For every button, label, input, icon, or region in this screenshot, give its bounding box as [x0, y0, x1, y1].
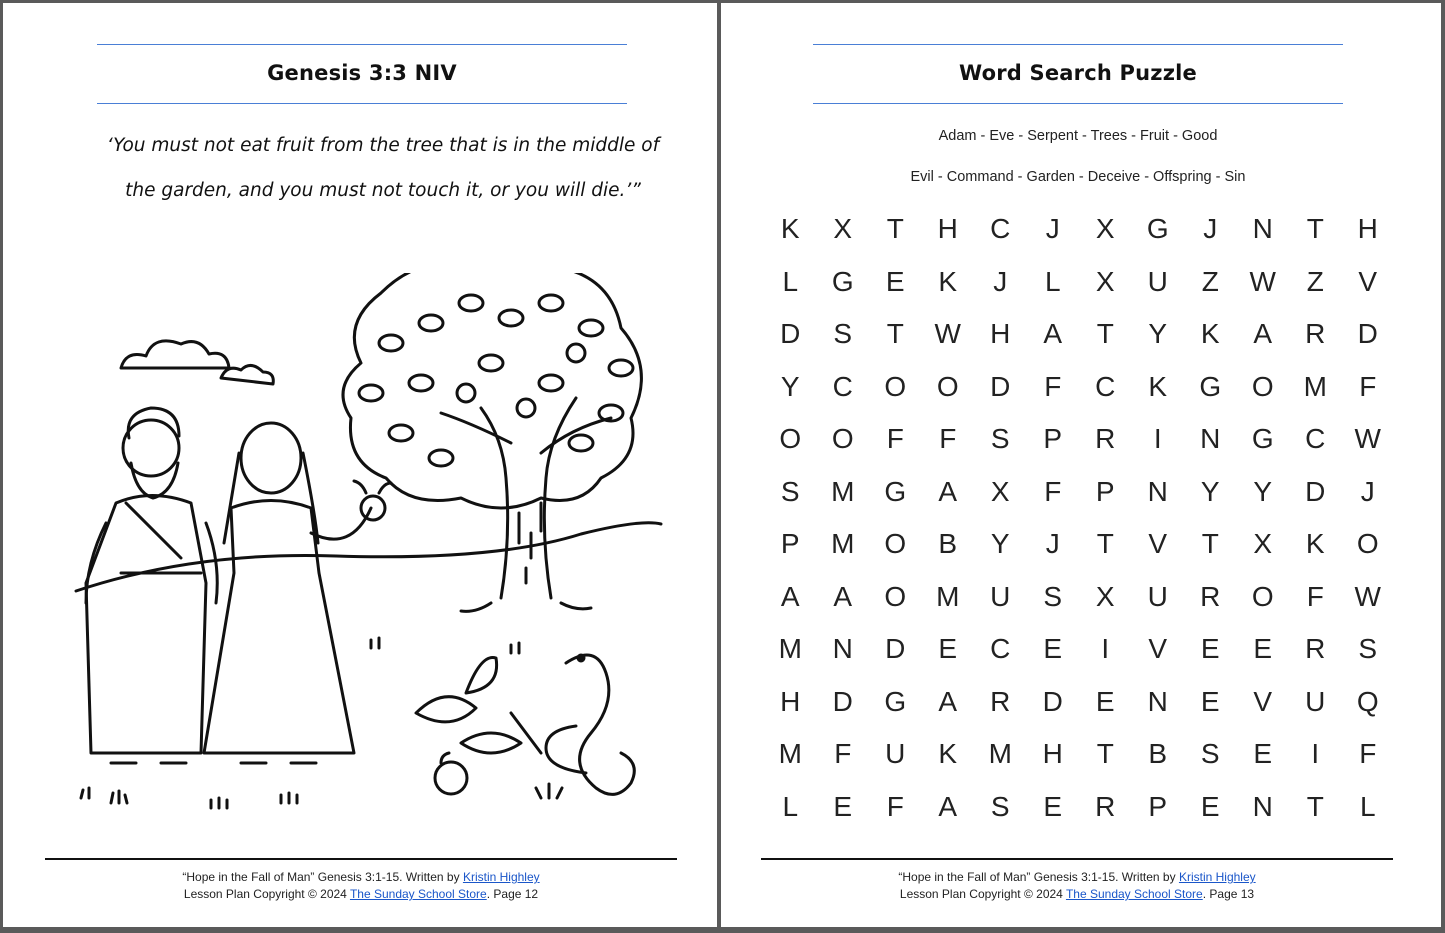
- word-list-line-2: Evil - Command - Garden - Deceive - Offspring - Sin: [910, 169, 1246, 185]
- grid-letter[interactable]: E: [885, 265, 905, 297]
- grid-letter[interactable]: N: [1200, 423, 1221, 454]
- grid-letter[interactable]: C: [1305, 423, 1326, 454]
- grid-letter[interactable]: O: [779, 423, 802, 454]
- grid-letter[interactable]: W: [1249, 265, 1276, 297]
- grid-letter[interactable]: Y: [1253, 475, 1273, 507]
- verse-line-2: the garden, and you must not touch it, or you will die.’”: [125, 180, 641, 201]
- grid-letter[interactable]: V: [1148, 633, 1168, 664]
- word-search-grid: [764, 203, 1424, 833]
- author-link[interactable]: Kristin Highley: [462, 870, 540, 884]
- grid-letter[interactable]: Z: [1201, 265, 1219, 297]
- word-list-line-1: Adam - Eve - Serpent - Trees - Fruit - Good: [938, 128, 1218, 144]
- grid-letter[interactable]: O: [1251, 580, 1274, 612]
- footer-credit-text: “Hope in the Fall of Man” Genesis 3:1-15. Written by: [898, 870, 1179, 884]
- grid-letter[interactable]: O: [1251, 370, 1274, 402]
- grid-letter[interactable]: Y: [990, 528, 1010, 559]
- grid-letter[interactable]: E: [1200, 685, 1220, 717]
- scripture-verse: [43, 123, 723, 213]
- grid-letter[interactable]: A: [833, 580, 853, 612]
- grid-letter[interactable]: F: [886, 423, 904, 454]
- grid-row: [764, 308, 1424, 361]
- title-top-rule: [97, 44, 627, 45]
- footer-copyright-text: Lesson Plan Copyright © 2024: [899, 887, 1066, 901]
- grid-row: [764, 518, 1424, 571]
- grid-letter[interactable]: D: [780, 318, 801, 349]
- grid-row: [764, 571, 1424, 624]
- grid-letter[interactable]: L: [782, 265, 799, 297]
- grid-letter[interactable]: W: [934, 318, 961, 349]
- grid-letter[interactable]: N: [1252, 213, 1273, 244]
- grid-letter[interactable]: F: [939, 423, 957, 454]
- grid-letter[interactable]: A: [938, 790, 958, 822]
- grid-letter[interactable]: P: [1095, 475, 1115, 507]
- grid-letter[interactable]: B: [1148, 738, 1168, 769]
- grid-letter[interactable]: M: [778, 633, 802, 664]
- right-page-title: Word Search Puzzle: [959, 61, 1197, 85]
- grid-letter[interactable]: H: [780, 685, 801, 717]
- grid-letter[interactable]: Z: [1306, 265, 1324, 297]
- grid-letter[interactable]: T: [1306, 213, 1324, 244]
- grid-letter[interactable]: Y: [780, 370, 800, 402]
- grid-letter[interactable]: X: [1253, 528, 1273, 559]
- grid-letter[interactable]: S: [990, 423, 1010, 454]
- grid-row: [764, 728, 1424, 781]
- grid-letter[interactable]: R: [1095, 423, 1116, 454]
- title-bottom-rule: [813, 103, 1343, 104]
- grid-letter[interactable]: U: [1147, 265, 1168, 297]
- grid-letter[interactable]: A: [1253, 318, 1273, 349]
- grid-letter[interactable]: Y: [1200, 475, 1220, 507]
- grid-letter[interactable]: J: [1045, 213, 1060, 244]
- grid-letter[interactable]: T: [1306, 790, 1324, 822]
- grid-letter[interactable]: N: [1252, 790, 1273, 822]
- grid-letter[interactable]: I: [1101, 633, 1110, 664]
- footer-rule: [761, 858, 1393, 860]
- grid-letter[interactable]: O: [936, 370, 959, 402]
- grid-letter[interactable]: I: [1153, 423, 1162, 454]
- grid-row: [764, 256, 1424, 309]
- grid-letter[interactable]: F: [1044, 475, 1062, 507]
- tree-icon: [343, 273, 641, 611]
- grid-row: [764, 413, 1424, 466]
- grid-letter[interactable]: D: [1357, 318, 1378, 349]
- grid-letter[interactable]: F: [1306, 580, 1324, 612]
- grid-letter[interactable]: B: [938, 528, 958, 559]
- grid-letter[interactable]: G: [884, 685, 907, 717]
- grid-letter[interactable]: D: [1305, 475, 1326, 507]
- grid-letter[interactable]: O: [884, 580, 907, 612]
- grid-letter[interactable]: E: [1043, 790, 1063, 822]
- grid-letter[interactable]: S: [990, 790, 1010, 822]
- right-footer: [761, 869, 1393, 903]
- grid-letter[interactable]: X: [1095, 580, 1115, 612]
- grid-letter[interactable]: M: [831, 475, 855, 507]
- apple-icon: [361, 496, 385, 520]
- page-number: . Page 12: [486, 887, 539, 901]
- grid-letter[interactable]: J: [1045, 528, 1060, 559]
- grid-letter[interactable]: K: [1305, 528, 1325, 559]
- grid-letter[interactable]: G: [1199, 370, 1222, 402]
- grid-row: [764, 466, 1424, 519]
- grid-letter[interactable]: E: [1200, 633, 1220, 664]
- grid-letter[interactable]: C: [1095, 370, 1116, 402]
- grid-letter[interactable]: M: [1303, 370, 1327, 402]
- grid-row: [764, 781, 1424, 834]
- grid-letter[interactable]: R: [1200, 580, 1221, 612]
- grid-letter[interactable]: E: [1253, 738, 1273, 769]
- grid-letter[interactable]: T: [886, 213, 904, 244]
- grid-letter[interactable]: P: [1043, 423, 1063, 454]
- grid-letter[interactable]: M: [778, 738, 802, 769]
- grid-letter[interactable]: X: [1095, 265, 1115, 297]
- fallen-apple-icon: [435, 762, 467, 794]
- grid-letter[interactable]: O: [884, 528, 907, 559]
- grid-letter[interactable]: N: [1147, 475, 1168, 507]
- grid-letter[interactable]: O: [884, 370, 907, 402]
- grid-letter[interactable]: A: [780, 580, 800, 612]
- grid-letter[interactable]: L: [1359, 790, 1376, 822]
- grid-letter[interactable]: G: [884, 475, 907, 507]
- grid-letter[interactable]: K: [938, 738, 958, 769]
- grid-letter[interactable]: R: [1305, 633, 1326, 664]
- grid-letter[interactable]: D: [832, 685, 853, 717]
- grid-letter[interactable]: R: [990, 685, 1011, 717]
- cloud-icon: [121, 341, 273, 384]
- grid-letter[interactable]: L: [782, 790, 799, 822]
- left-footer: [45, 869, 677, 903]
- grid-letter[interactable]: C: [832, 370, 853, 402]
- grid-letter[interactable]: S: [833, 318, 853, 349]
- grid-letter[interactable]: S: [1358, 633, 1378, 664]
- grid-letter[interactable]: O: [831, 423, 854, 454]
- grid-letter[interactable]: U: [990, 580, 1011, 612]
- footer-copyright-text: Lesson Plan Copyright © 2024: [183, 887, 350, 901]
- author-link[interactable]: Kristin Highley: [1178, 870, 1256, 884]
- grid-letter[interactable]: D: [990, 370, 1011, 402]
- grid-row: [764, 361, 1424, 414]
- grid-letter[interactable]: T: [1096, 318, 1114, 349]
- title-top-rule: [813, 44, 1343, 45]
- footer-rule: [45, 858, 677, 860]
- grid-letter[interactable]: F: [886, 790, 904, 822]
- grid-letter[interactable]: T: [886, 318, 904, 349]
- snake-icon: [546, 655, 634, 794]
- grid-letter[interactable]: Y: [1148, 318, 1168, 349]
- grid-letter[interactable]: N: [1147, 685, 1168, 717]
- grid-letter[interactable]: E: [1095, 685, 1115, 717]
- grid-letter[interactable]: W: [1354, 580, 1381, 612]
- left-page: [3, 3, 717, 927]
- grid-letter[interactable]: X: [1095, 213, 1115, 244]
- grid-letter[interactable]: S: [1200, 738, 1220, 769]
- grid-row: [764, 676, 1424, 729]
- grid-letter[interactable]: E: [1200, 790, 1220, 822]
- grid-letter[interactable]: D: [1042, 685, 1063, 717]
- grid-letter[interactable]: H: [990, 318, 1011, 349]
- hill-line: [76, 523, 661, 591]
- grid-letter[interactable]: M: [831, 528, 855, 559]
- grid-letter[interactable]: A: [1043, 318, 1063, 349]
- grid-letter[interactable]: F: [834, 738, 852, 769]
- grid-letter[interactable]: Q: [1356, 685, 1379, 717]
- grid-letter[interactable]: X: [990, 475, 1010, 507]
- left-page-title: Genesis 3:3 NIV: [267, 61, 457, 85]
- page-number: . Page 13: [1202, 887, 1255, 901]
- grid-letter[interactable]: R: [1305, 318, 1326, 349]
- grid-letter[interactable]: T: [1096, 528, 1114, 559]
- grid-letter[interactable]: F: [1359, 370, 1377, 402]
- grid-letter[interactable]: A: [938, 475, 958, 507]
- grid-letter[interactable]: K: [1200, 318, 1220, 349]
- grid-row: [764, 203, 1424, 256]
- grid-row: [764, 623, 1424, 676]
- adam-figure: [86, 408, 217, 763]
- verse-line-1: ‘You must not eat fruit from the tree that is in the middle of: [106, 135, 660, 156]
- grid-letter[interactable]: G: [1146, 213, 1169, 244]
- grid-letter[interactable]: G: [831, 265, 854, 297]
- grid-letter[interactable]: N: [832, 633, 853, 664]
- grid-letter[interactable]: J: [1203, 213, 1218, 244]
- grid-letter[interactable]: X: [833, 213, 853, 244]
- grid-letter[interactable]: G: [1251, 423, 1274, 454]
- grid-letter[interactable]: K: [938, 265, 958, 297]
- grid-letter[interactable]: H: [1357, 213, 1378, 244]
- adam-eve-tree-illustration: [71, 273, 671, 823]
- grid-letter[interactable]: J: [1360, 475, 1375, 507]
- grid-letter[interactable]: D: [885, 633, 906, 664]
- grid-letter[interactable]: U: [885, 738, 906, 769]
- grid-letter[interactable]: V: [1358, 265, 1378, 297]
- right-page: [721, 3, 1441, 927]
- grid-letter[interactable]: T: [1096, 738, 1114, 769]
- grid-letter[interactable]: A: [938, 685, 958, 717]
- grid-letter[interactable]: V: [1253, 685, 1273, 717]
- grid-letter[interactable]: F: [1359, 738, 1377, 769]
- grid-letter[interactable]: E: [938, 633, 958, 664]
- grid-letter[interactable]: E: [1253, 633, 1273, 664]
- grid-letter[interactable]: H: [1042, 738, 1063, 769]
- grid-letter[interactable]: I: [1311, 738, 1320, 769]
- grid-letter[interactable]: M: [936, 580, 960, 612]
- grid-letter[interactable]: H: [937, 213, 958, 244]
- grid-letter[interactable]: S: [1043, 580, 1063, 612]
- grid-letter[interactable]: M: [988, 738, 1012, 769]
- grid-letter[interactable]: R: [1095, 790, 1116, 822]
- grid-letter[interactable]: E: [833, 790, 853, 822]
- grid-letter[interactable]: K: [780, 213, 800, 244]
- eve-figure: [204, 423, 391, 763]
- grid-letter[interactable]: L: [1044, 265, 1061, 297]
- store-link[interactable]: The Sunday School Store: [1065, 887, 1203, 901]
- leaf-plant-icon: [416, 657, 541, 753]
- grid-letter[interactable]: J: [993, 265, 1008, 297]
- grid-letter[interactable]: C: [990, 213, 1011, 244]
- grid-letter[interactable]: T: [1201, 528, 1219, 559]
- grid-letter[interactable]: F: [1044, 370, 1062, 402]
- grid-letter[interactable]: E: [1043, 633, 1063, 664]
- grid-letter[interactable]: C: [990, 633, 1011, 664]
- grid-letter[interactable]: U: [1305, 685, 1326, 717]
- grid-letter[interactable]: U: [1147, 580, 1168, 612]
- title-bottom-rule: [97, 103, 627, 104]
- grid-letter[interactable]: P: [1148, 790, 1168, 822]
- grid-letter[interactable]: V: [1148, 528, 1168, 559]
- grid-letter[interactable]: P: [780, 528, 800, 559]
- grid-letter[interactable]: O: [1356, 528, 1379, 559]
- grid-letter[interactable]: W: [1354, 423, 1381, 454]
- store-link[interactable]: The Sunday School Store: [349, 887, 487, 901]
- footer-credit-text: “Hope in the Fall of Man” Genesis 3:1-15. Written by: [182, 870, 463, 884]
- grid-letter[interactable]: K: [1148, 370, 1168, 402]
- grid-letter[interactable]: S: [780, 475, 800, 507]
